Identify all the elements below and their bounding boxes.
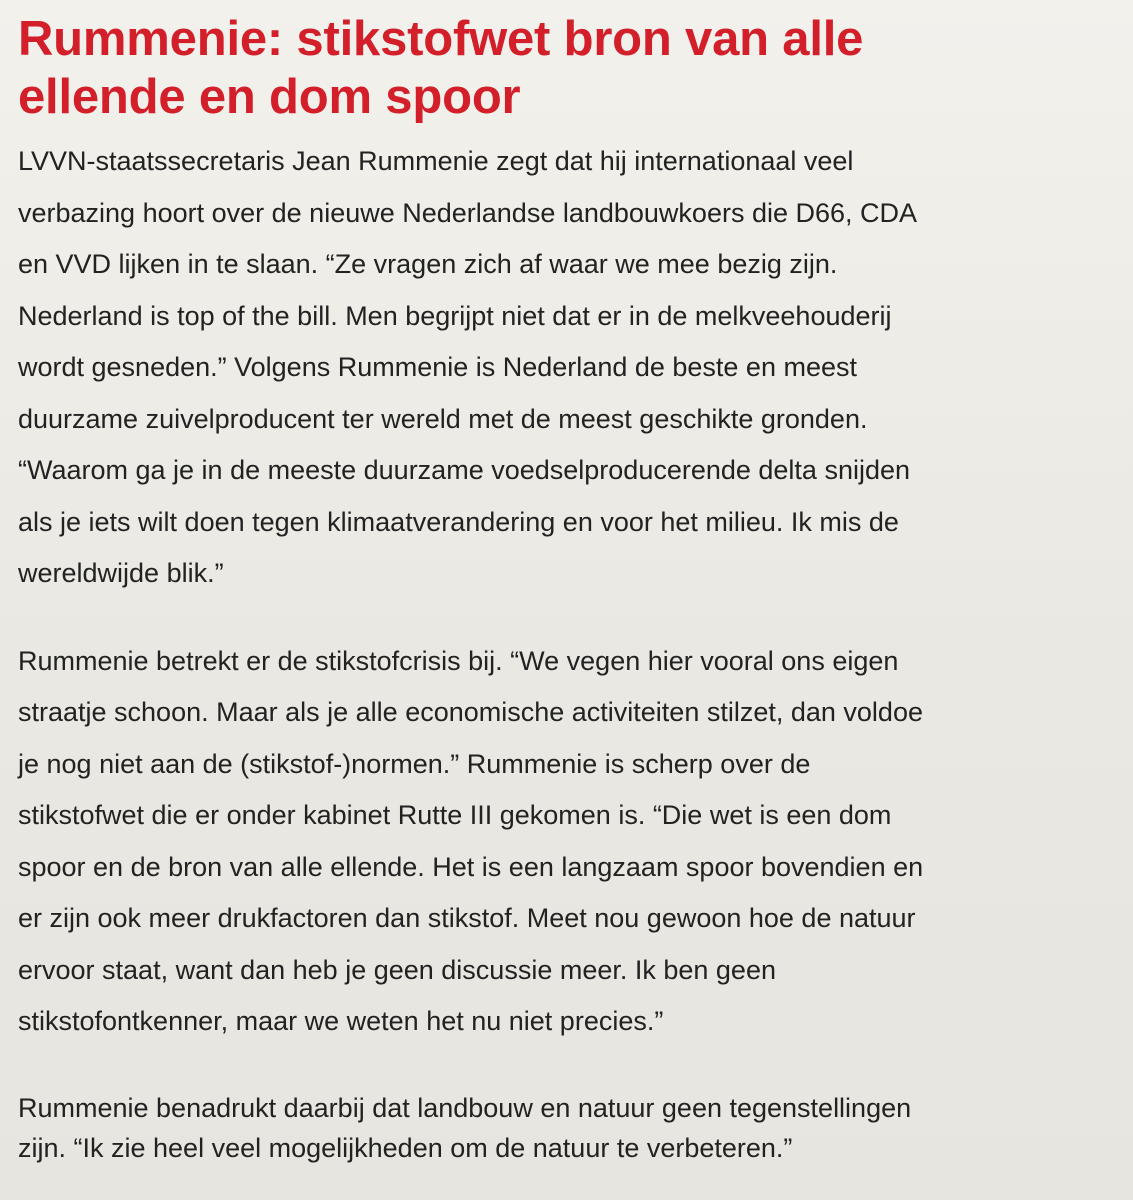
paragraph-line: stikstofwet die er onder kabinet Rutte III gekomen is. “Die wet is een dom	[18, 800, 892, 830]
paragraph-line: er zijn ook meer drukfactoren dan stikstof. Meet nou gewoon hoe de natuur	[18, 903, 916, 933]
paragraph-line: “Waarom ga je in de meeste duurzame voedselproducerende delta snijden	[18, 455, 911, 485]
paragraph-line: Rummenie benadrukt daarbij dat landbouw en natuur geen tegenstellingen	[18, 1092, 912, 1123]
paragraph-line: stikstofontkenner, maar we weten het nu niet precies.”	[18, 1006, 664, 1036]
article-paragraph-1	[18, 136, 1093, 600]
paragraph-line: Rummenie betrekt er de stikstofcrisis bij. “We vegen hier vooral ons eigen	[18, 645, 899, 676]
paragraph-line: ervoor staat, want dan heb je geen discussie meer. Ik ben geen	[18, 954, 776, 985]
paragraph-line: straatje schoon. Maar als je alle economische activiteiten stilzet, dan voldoe	[18, 697, 923, 727]
paragraph-line: Nederland is top of the bill. Men begrijpt niet dat er in de melkveehouderij	[18, 300, 892, 331]
paragraph-line: duurzame zuivelproducent ter wereld met de meest geschikte gronden.	[18, 403, 868, 434]
paragraph-line: spoor en de bron van alle ellende. Het is een langzaam spoor bovendien en	[18, 851, 924, 882]
title-line: ellende en dom spoor	[18, 70, 521, 124]
paragraph-line: en VVD lijken in te slaan. “Ze vragen zich af waar we mee bezig zijn.	[18, 249, 838, 279]
paragraph-line: je nog niet aan de (stikstof-)normen.” Rummenie is scherp over de	[18, 748, 811, 779]
article-title	[18, 10, 1093, 126]
paragraph-line: als je iets wilt doen tegen klimaatverandering en voor het milieu. Ik mis de	[18, 506, 899, 537]
paragraph-line: verbazing hoort over de nieuwe Nederlandse landbouwkoers die D66, CDA	[18, 197, 918, 228]
title-line: Rummenie: stikstofwet bron van alle	[18, 12, 864, 66]
paragraph-line: LVVN-staatssecretaris Jean Rummenie zegt dat hij internationaal veel	[18, 146, 854, 176]
article-paragraph-2	[18, 636, 1093, 1048]
paragraph-line: wordt gesneden.” Volgens Rummenie is Nederland de beste en meest	[18, 352, 857, 382]
paragraph-line: wereldwijde blik.”	[18, 558, 224, 588]
paragraph-line: zijn. “Ik zie heel veel mogelijkheden om de natuur te verbeteren.”	[18, 1132, 793, 1163]
article-paragraph-3	[18, 1088, 1093, 1168]
